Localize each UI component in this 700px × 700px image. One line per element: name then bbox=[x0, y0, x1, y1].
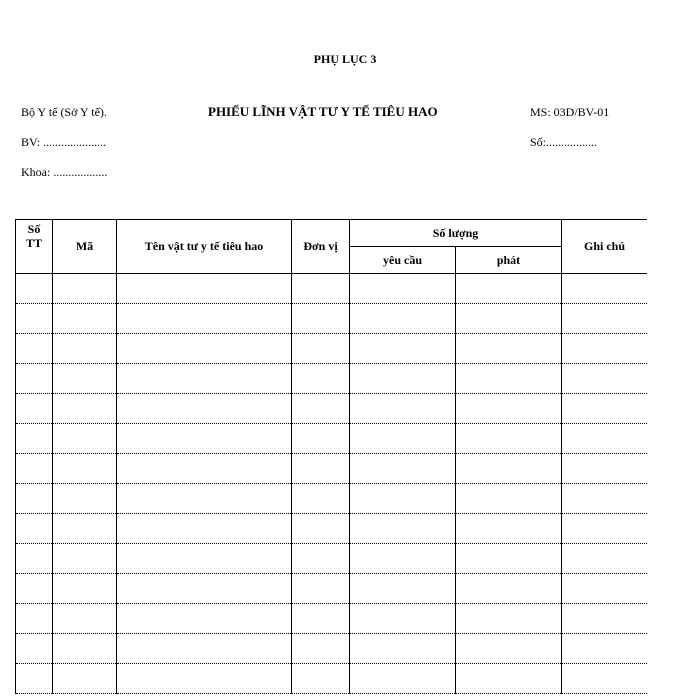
note-cell[interactable] bbox=[562, 364, 648, 394]
table-body bbox=[16, 274, 648, 694]
department-field[interactable]: Khoa: .................. bbox=[21, 165, 108, 179]
header-stt-line2: TT bbox=[25, 236, 42, 250]
issued-cell[interactable] bbox=[456, 304, 562, 334]
stt-cell[interactable] bbox=[16, 484, 53, 514]
unit-cell[interactable] bbox=[292, 514, 350, 544]
requested-cell[interactable] bbox=[350, 454, 456, 484]
header-note bbox=[562, 220, 648, 274]
stt-cell[interactable] bbox=[16, 274, 53, 304]
table-row bbox=[16, 364, 648, 394]
table-row bbox=[16, 334, 648, 364]
name-cell[interactable] bbox=[117, 514, 292, 544]
note-cell[interactable] bbox=[562, 664, 648, 694]
issued-cell[interactable] bbox=[456, 634, 562, 664]
issued-cell[interactable] bbox=[456, 274, 562, 304]
table-row bbox=[16, 634, 648, 664]
header-note-label: Ghi chú bbox=[583, 239, 625, 253]
supply-table-container bbox=[15, 219, 647, 700]
table-row bbox=[16, 664, 648, 694]
requested-cell[interactable] bbox=[350, 334, 456, 364]
requested-cell[interactable] bbox=[350, 484, 456, 514]
name-cell[interactable] bbox=[117, 574, 292, 604]
note-cell[interactable] bbox=[562, 604, 648, 634]
code-cell[interactable] bbox=[53, 454, 117, 484]
note-cell[interactable] bbox=[562, 394, 648, 424]
issued-cell[interactable] bbox=[456, 454, 562, 484]
note-cell[interactable] bbox=[562, 274, 648, 304]
name-cell[interactable] bbox=[117, 364, 292, 394]
table-row bbox=[16, 484, 648, 514]
stt-cell[interactable] bbox=[16, 364, 53, 394]
note-cell[interactable] bbox=[562, 514, 648, 544]
issued-cell[interactable] bbox=[456, 424, 562, 454]
hospital-field[interactable]: BV: ..................... bbox=[21, 135, 107, 149]
header-requested bbox=[350, 247, 456, 274]
requested-cell[interactable] bbox=[350, 634, 456, 664]
code-cell[interactable] bbox=[53, 544, 117, 574]
appendix-title: PHỤ LỤC 3 bbox=[313, 52, 377, 66]
name-cell[interactable] bbox=[117, 304, 292, 334]
note-cell[interactable] bbox=[562, 424, 648, 454]
issued-cell[interactable] bbox=[456, 364, 562, 394]
issued-cell[interactable] bbox=[456, 544, 562, 574]
stt-cell[interactable] bbox=[16, 304, 53, 334]
code-cell[interactable] bbox=[53, 664, 117, 694]
header-name-label: Tên vật tư y tế tiêu hao bbox=[144, 239, 264, 253]
header-issued-label: phát bbox=[496, 252, 521, 267]
issued-cell[interactable] bbox=[456, 334, 562, 364]
stt-cell[interactable] bbox=[16, 394, 53, 424]
table-row bbox=[16, 454, 648, 484]
unit-cell[interactable] bbox=[292, 454, 350, 484]
code-cell[interactable] bbox=[53, 514, 117, 544]
header-name bbox=[117, 220, 292, 274]
code-cell[interactable] bbox=[53, 634, 117, 664]
unit-cell[interactable] bbox=[292, 574, 350, 604]
header-quantity-label: Số lượng bbox=[432, 225, 479, 240]
requested-cell[interactable] bbox=[350, 664, 456, 694]
name-cell[interactable] bbox=[117, 274, 292, 304]
code-cell[interactable] bbox=[53, 394, 117, 424]
header-requested-label: yêu cầu bbox=[383, 252, 422, 267]
ministry-label: Bộ Y tế (Sở Y tế). bbox=[21, 105, 107, 119]
unit-cell[interactable] bbox=[292, 394, 350, 424]
requested-cell[interactable] bbox=[350, 364, 456, 394]
name-cell[interactable] bbox=[117, 334, 292, 364]
requested-cell[interactable] bbox=[350, 514, 456, 544]
unit-cell[interactable] bbox=[292, 634, 350, 664]
header-stt bbox=[16, 220, 53, 274]
code-cell[interactable] bbox=[53, 484, 117, 514]
name-cell[interactable] bbox=[117, 604, 292, 634]
unit-cell[interactable] bbox=[292, 604, 350, 634]
requested-cell[interactable] bbox=[350, 304, 456, 334]
unit-cell[interactable] bbox=[292, 334, 350, 364]
table-row bbox=[16, 424, 648, 454]
note-cell[interactable] bbox=[562, 634, 648, 664]
name-cell[interactable] bbox=[117, 664, 292, 694]
unit-cell[interactable] bbox=[292, 544, 350, 574]
issued-cell[interactable] bbox=[456, 394, 562, 424]
table-row bbox=[16, 544, 648, 574]
stt-cell[interactable] bbox=[16, 424, 53, 454]
table-row bbox=[16, 274, 648, 304]
code-cell[interactable] bbox=[53, 604, 117, 634]
code-cell[interactable] bbox=[53, 304, 117, 334]
table-row bbox=[16, 604, 648, 634]
code-cell[interactable] bbox=[53, 364, 117, 394]
requested-cell[interactable] bbox=[350, 394, 456, 424]
header-code bbox=[53, 220, 117, 274]
note-cell[interactable] bbox=[562, 304, 648, 334]
issued-cell[interactable] bbox=[456, 604, 562, 634]
name-cell[interactable] bbox=[117, 394, 292, 424]
form-title: PHIẾU LĨNH VẬT TƯ Y TẾ TIÊU HAO bbox=[208, 104, 438, 119]
unit-cell[interactable] bbox=[292, 274, 350, 304]
stt-cell[interactable] bbox=[16, 334, 53, 364]
name-cell[interactable] bbox=[117, 544, 292, 574]
stt-cell[interactable] bbox=[16, 454, 53, 484]
name-cell[interactable] bbox=[117, 634, 292, 664]
issued-cell[interactable] bbox=[456, 514, 562, 544]
header-unit bbox=[292, 220, 350, 274]
stt-cell[interactable] bbox=[16, 634, 53, 664]
requested-cell[interactable] bbox=[350, 604, 456, 634]
note-cell[interactable] bbox=[562, 334, 648, 364]
header-issued bbox=[456, 247, 562, 274]
name-cell[interactable] bbox=[117, 424, 292, 454]
stt-cell[interactable] bbox=[16, 514, 53, 544]
table-row bbox=[16, 304, 648, 334]
header-quantity bbox=[350, 220, 562, 247]
table-row bbox=[16, 514, 648, 544]
header-stt-line1: Số bbox=[27, 222, 41, 236]
unit-cell[interactable] bbox=[292, 424, 350, 454]
code-cell[interactable] bbox=[53, 424, 117, 454]
name-cell[interactable] bbox=[117, 454, 292, 484]
unit-cell[interactable] bbox=[292, 484, 350, 514]
requested-cell[interactable] bbox=[350, 424, 456, 454]
stt-cell[interactable] bbox=[16, 544, 53, 574]
requested-cell[interactable] bbox=[350, 574, 456, 604]
form-code: MS: 03D/BV-01 bbox=[530, 105, 610, 119]
supply-table bbox=[15, 219, 647, 694]
code-cell[interactable] bbox=[53, 574, 117, 604]
name-cell[interactable] bbox=[117, 484, 292, 514]
header-unit-label: Đơn vị bbox=[303, 239, 338, 253]
form-number-field[interactable]: Số:................. bbox=[530, 135, 598, 149]
stt-cell[interactable] bbox=[16, 574, 53, 604]
table-row bbox=[16, 574, 648, 604]
issued-cell[interactable] bbox=[456, 484, 562, 514]
requested-cell[interactable] bbox=[350, 274, 456, 304]
header-code-label: Mã bbox=[75, 239, 94, 253]
code-cell[interactable] bbox=[53, 334, 117, 364]
code-cell[interactable] bbox=[53, 274, 117, 304]
note-cell[interactable] bbox=[562, 574, 648, 604]
stt-cell[interactable] bbox=[16, 604, 53, 634]
note-cell[interactable] bbox=[562, 484, 648, 514]
note-cell[interactable] bbox=[562, 454, 648, 484]
issued-cell[interactable] bbox=[456, 574, 562, 604]
requested-cell[interactable] bbox=[350, 544, 456, 574]
unit-cell[interactable] bbox=[292, 304, 350, 334]
unit-cell[interactable] bbox=[292, 664, 350, 694]
unit-cell[interactable] bbox=[292, 364, 350, 394]
note-cell[interactable] bbox=[562, 544, 648, 574]
stt-cell[interactable] bbox=[16, 664, 53, 694]
issued-cell[interactable] bbox=[456, 664, 562, 694]
table-row bbox=[16, 394, 648, 424]
